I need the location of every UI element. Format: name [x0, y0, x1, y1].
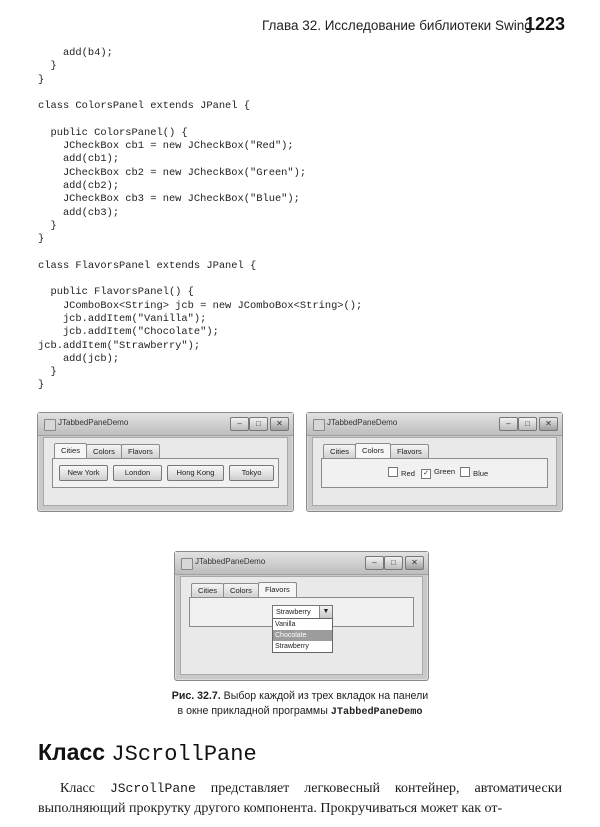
body-paragraph [38, 779, 562, 819]
minimize-icon[interactable]: – [499, 417, 518, 431]
window-client [43, 437, 288, 506]
tab-colors[interactable]: Colors [355, 443, 391, 458]
caption-line-1 [0, 689, 600, 704]
red-checkbox[interactable] [388, 467, 415, 478]
chevron-down-icon[interactable]: ▼ [319, 606, 332, 618]
code-line: public FlavorsPanel() { [38, 286, 194, 299]
checkbox-label: Red [401, 469, 415, 478]
maximize-icon[interactable]: □ [249, 417, 268, 431]
code-line: jcb.addItem("Chocolate"); [38, 326, 219, 339]
body-class-name: JScrollPane [109, 781, 196, 796]
window-cities [37, 412, 294, 512]
title-bar[interactable] [175, 552, 428, 575]
tab-strip [54, 444, 159, 458]
caption-text: Выбор каждой из трех вкладок на панели [220, 690, 429, 702]
caption-line-2 [0, 704, 600, 720]
checkbox-box[interactable] [388, 467, 398, 477]
tab-cities[interactable]: Cities [191, 583, 224, 597]
list-item[interactable]: Strawberry [275, 643, 309, 650]
heading-word: Класс [38, 739, 112, 765]
code-line: } [38, 379, 45, 392]
check-icon[interactable]: ✓ [421, 469, 431, 479]
window-flavors [174, 551, 429, 681]
code-line: add(cb2); [38, 179, 120, 192]
close-icon[interactable]: ✕ [539, 417, 558, 431]
window-client [180, 576, 423, 675]
code-line: add(jcb); [38, 352, 120, 365]
heading-class-name: JScrollPane [111, 742, 257, 767]
minimize-icon[interactable]: – [365, 556, 384, 570]
blue-checkbox[interactable] [460, 467, 488, 478]
window-client [312, 437, 557, 506]
tab-colors[interactable]: Colors [223, 583, 259, 597]
code-line: jcb.addItem("Strawberry"); [38, 339, 201, 352]
java-app-icon [181, 558, 193, 570]
new-york-button[interactable]: New York [59, 465, 108, 481]
green-checkbox[interactable] [421, 467, 455, 479]
maximize-icon[interactable]: □ [384, 556, 403, 570]
running-header-title: Глава 32. Исследование библиотеки Swing [262, 18, 532, 33]
colors-panel [321, 458, 548, 488]
code-line [38, 87, 362, 100]
code-line: add(cb1); [38, 153, 120, 166]
caption-text: в окне прикладной программы [177, 705, 331, 717]
window-title: JTabbedPaneDemo [58, 418, 129, 427]
code-line: class FlavorsPanel extends JPanel { [38, 259, 257, 272]
title-bar[interactable] [307, 413, 562, 436]
code-line: jcb.addItem("Vanilla"); [38, 312, 207, 325]
close-icon[interactable]: ✕ [270, 417, 289, 431]
cities-panel [52, 458, 279, 488]
body-text-prefix: Класс [60, 781, 110, 796]
code-listing [38, 47, 362, 393]
close-icon[interactable]: ✕ [405, 556, 424, 570]
tab-cities[interactable]: Cities [54, 443, 87, 458]
section-heading [38, 739, 257, 767]
code-line: JCheckBox cb3 = new JCheckBox("Blue"); [38, 193, 300, 206]
caption-class-name: JTabbedPaneDemo [330, 707, 423, 718]
checkbox-box[interactable] [460, 467, 470, 477]
code-line: } [38, 60, 57, 73]
code-line: add(b4); [38, 47, 113, 59]
figure-caption [0, 689, 600, 720]
body-text-rest: представляет легковесный контейнер, автоматически выполняющий прокрутку другого компонента. Прокручиваться может как от- [38, 781, 562, 816]
window-title: JTabbedPaneDemo [195, 557, 266, 566]
tab-colors[interactable]: Colors [86, 444, 122, 458]
checkbox-label: Green [434, 467, 456, 476]
window-title: JTabbedPaneDemo [327, 418, 398, 427]
code-line: JCheckBox cb1 = new JCheckBox("Red"); [38, 140, 294, 153]
figure-label: Рис. 32.7. [171, 690, 221, 702]
maximize-icon[interactable]: □ [518, 417, 537, 431]
code-line: } [38, 73, 45, 86]
code-line [38, 273, 362, 286]
code-line: class ColorsPanel extends JPanel { [38, 100, 251, 113]
list-item[interactable]: Vanilla [275, 621, 296, 628]
code-line: add(cb3); [38, 206, 120, 219]
flavor-combobox[interactable] [272, 605, 333, 619]
combobox-dropdown-list [272, 618, 333, 653]
window-colors [306, 412, 563, 512]
tab-flavors[interactable]: Flavors [121, 444, 160, 458]
code-line: public ColorsPanel() { [38, 126, 188, 139]
java-app-icon [44, 419, 56, 431]
code-line: } [38, 366, 57, 379]
tab-strip [323, 444, 428, 458]
java-app-icon [313, 419, 325, 431]
combobox-selected-value: Strawberry [276, 607, 311, 616]
tokyo-button[interactable]: Tokyo [229, 465, 274, 481]
code-line: } [38, 219, 57, 232]
list-item[interactable]: Chocolate [273, 630, 332, 641]
code-line [38, 113, 362, 126]
code-line: JComboBox<String> jcb = new JComboBox<String>(); [38, 299, 363, 312]
code-line: } [38, 233, 45, 246]
page-number: 1223 [525, 14, 566, 34]
code-line: JCheckBox cb2 = new JCheckBox("Green"); [38, 166, 307, 179]
minimize-icon[interactable]: – [230, 417, 249, 431]
london-button[interactable]: London [113, 465, 162, 481]
code-line [38, 246, 362, 259]
flavors-panel [189, 597, 414, 650]
tab-cities[interactable]: Cities [323, 444, 356, 458]
hong-kong-button[interactable]: Hong Kong [167, 465, 224, 481]
tab-flavors[interactable]: Flavors [390, 444, 429, 458]
tab-strip [191, 583, 296, 597]
title-bar[interactable] [38, 413, 293, 436]
checkbox-label: Blue [473, 469, 489, 478]
tab-flavors[interactable]: Flavors [258, 582, 297, 597]
